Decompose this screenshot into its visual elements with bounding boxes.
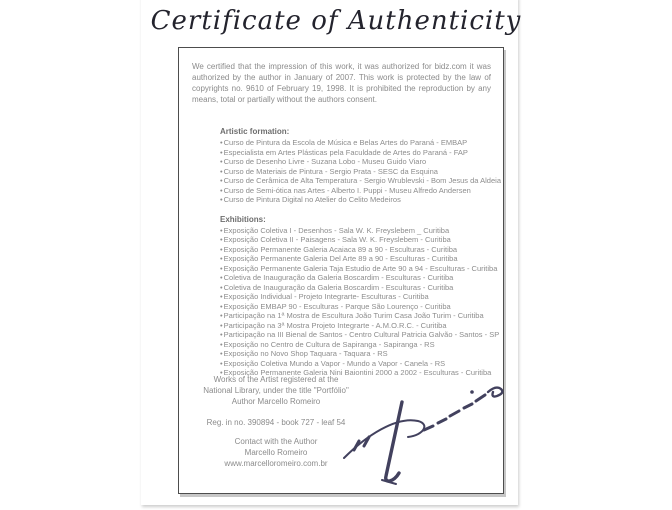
exhibition-item: • Exposição no Centro de Cultura de Sapiranga - Sapiranga - RS [220,340,493,350]
intro-paragraph: We certified that the impression of this work, it was authorized for bidz.com it was authorized by the author in January of 2007. This work is protected by the law of copyrights no. 9610 of February 19, 1998. It is prohibited the reproduction by any means, total or partially without the authors consent. [192,62,491,104]
exhibition-item: • Exposição no Novo Shop Taquara - Taquara - RS [220,349,493,359]
exhibition-item: • Exposição Permanente Galeria Nini Baiontini 2000 a 2002 - Esculturas - Curitiba [220,368,493,378]
artistic-formation-heading: Artistic formation: [220,127,290,136]
exhibition-item: • Participação na III Bienal de Santos - Centro Cultural Patricia Galvão - Santos - SP [220,330,493,340]
artistic-formation-section [220,127,501,205]
formation-item: • Curso de Materiais de Pintura - Sergio Prata - SESC da Esquina [220,167,493,177]
certificate-title: Certificate of Authenticity [150,6,522,36]
formation-item: • Curso de Pintura da Escola de Música e Belas Artes do Paraná - EMBAP [220,138,493,148]
exhibition-item: • Exposição Coletiva Mundo a Vapor - Mundo a Vapor - Canela - RS [220,359,493,369]
exhibition-item: • Exposição Permanente Galeria Acaiaca 89 a 90 - Esculturas - Curitiba [220,245,493,255]
exhibition-item: • Participação na 1ª Mostra de Escultura João Turim Casa João Turim - Curitiba [220,311,493,321]
exhibitions-heading: Exhibitions: [220,214,266,224]
contact-website: www.marcelloromeiro.com.br [224,459,328,468]
formation-item: • Curso de Desenho Livre - Suzana Lobo - Museu Guido Viaro [220,157,493,167]
contact-author: Marcello Romeiro [244,448,308,457]
exhibition-item: • Exposição Permanente Galeria Taja Estudio de Arte 90 a 94 - Esculturas - Curitiba [220,264,493,274]
registration-line: National Library, under the title "Portfólio" [203,386,349,395]
exhibition-item: • Exposição Individual - Projeto Integrarte- Esculturas - Curitiba [220,292,493,302]
formation-item: • Curso de Cerâmica de Alta Temperatura - Sergio Wrublevski - Bom Jesus da Aldeia [220,176,493,186]
artistic-formation-list [220,138,501,205]
formation-item: • Especialista em Artes Plásticas pela Faculdade de Artes do Paraná - FAP [220,148,493,158]
registration-line: Author Marcello Romeiro [231,397,321,406]
exhibition-item: • Exposição Coletiva I - Desenhos - Sala W. K. Freyslebem _ Curitiba [220,226,493,236]
signature [338,376,506,494]
exhibition-item: • Coletiva de Inauguração da Galeria Boscardim - Esculturas - Curitiba [220,283,493,293]
registration-line: Works of the Artist registered at the [213,375,339,384]
exhibition-item: • Exposição Coletiva II - Paisagens - Sala W. K. Freyslebem - Curitiba [220,235,493,245]
exhibitions-list [220,225,500,378]
formation-item: • Curso de Semi-ótica nas Artes - Alberto I. Puppi - Museu Alfredo Andersen [220,186,493,196]
contact-line: Contact with the Author [234,437,318,446]
exhibition-item: • Participação na 3ª Mostra Projeto Integrarte - A.M.O.R.C. - Curitiba [220,321,493,331]
exhibition-item: • Exposição Permanente Galeria Del Arte 89 a 90 - Esculturas - Curitiba [220,254,493,264]
registration-number: Reg. in no. 390894 - book 727 - leaf 54 [206,418,346,427]
exhibition-item: • Coletiva de Inauguração da Galeria Boscardim - Esculturas - Curitiba [220,273,493,283]
formation-item: • Curso de Pintura Digital no Atelier do Celito Medeiros [220,195,493,205]
exhibition-item: • Exposição EMBAP 90 - Esculturas - Parque São Lourenço - Curitiba [220,302,493,312]
exhibitions-section [220,214,500,378]
